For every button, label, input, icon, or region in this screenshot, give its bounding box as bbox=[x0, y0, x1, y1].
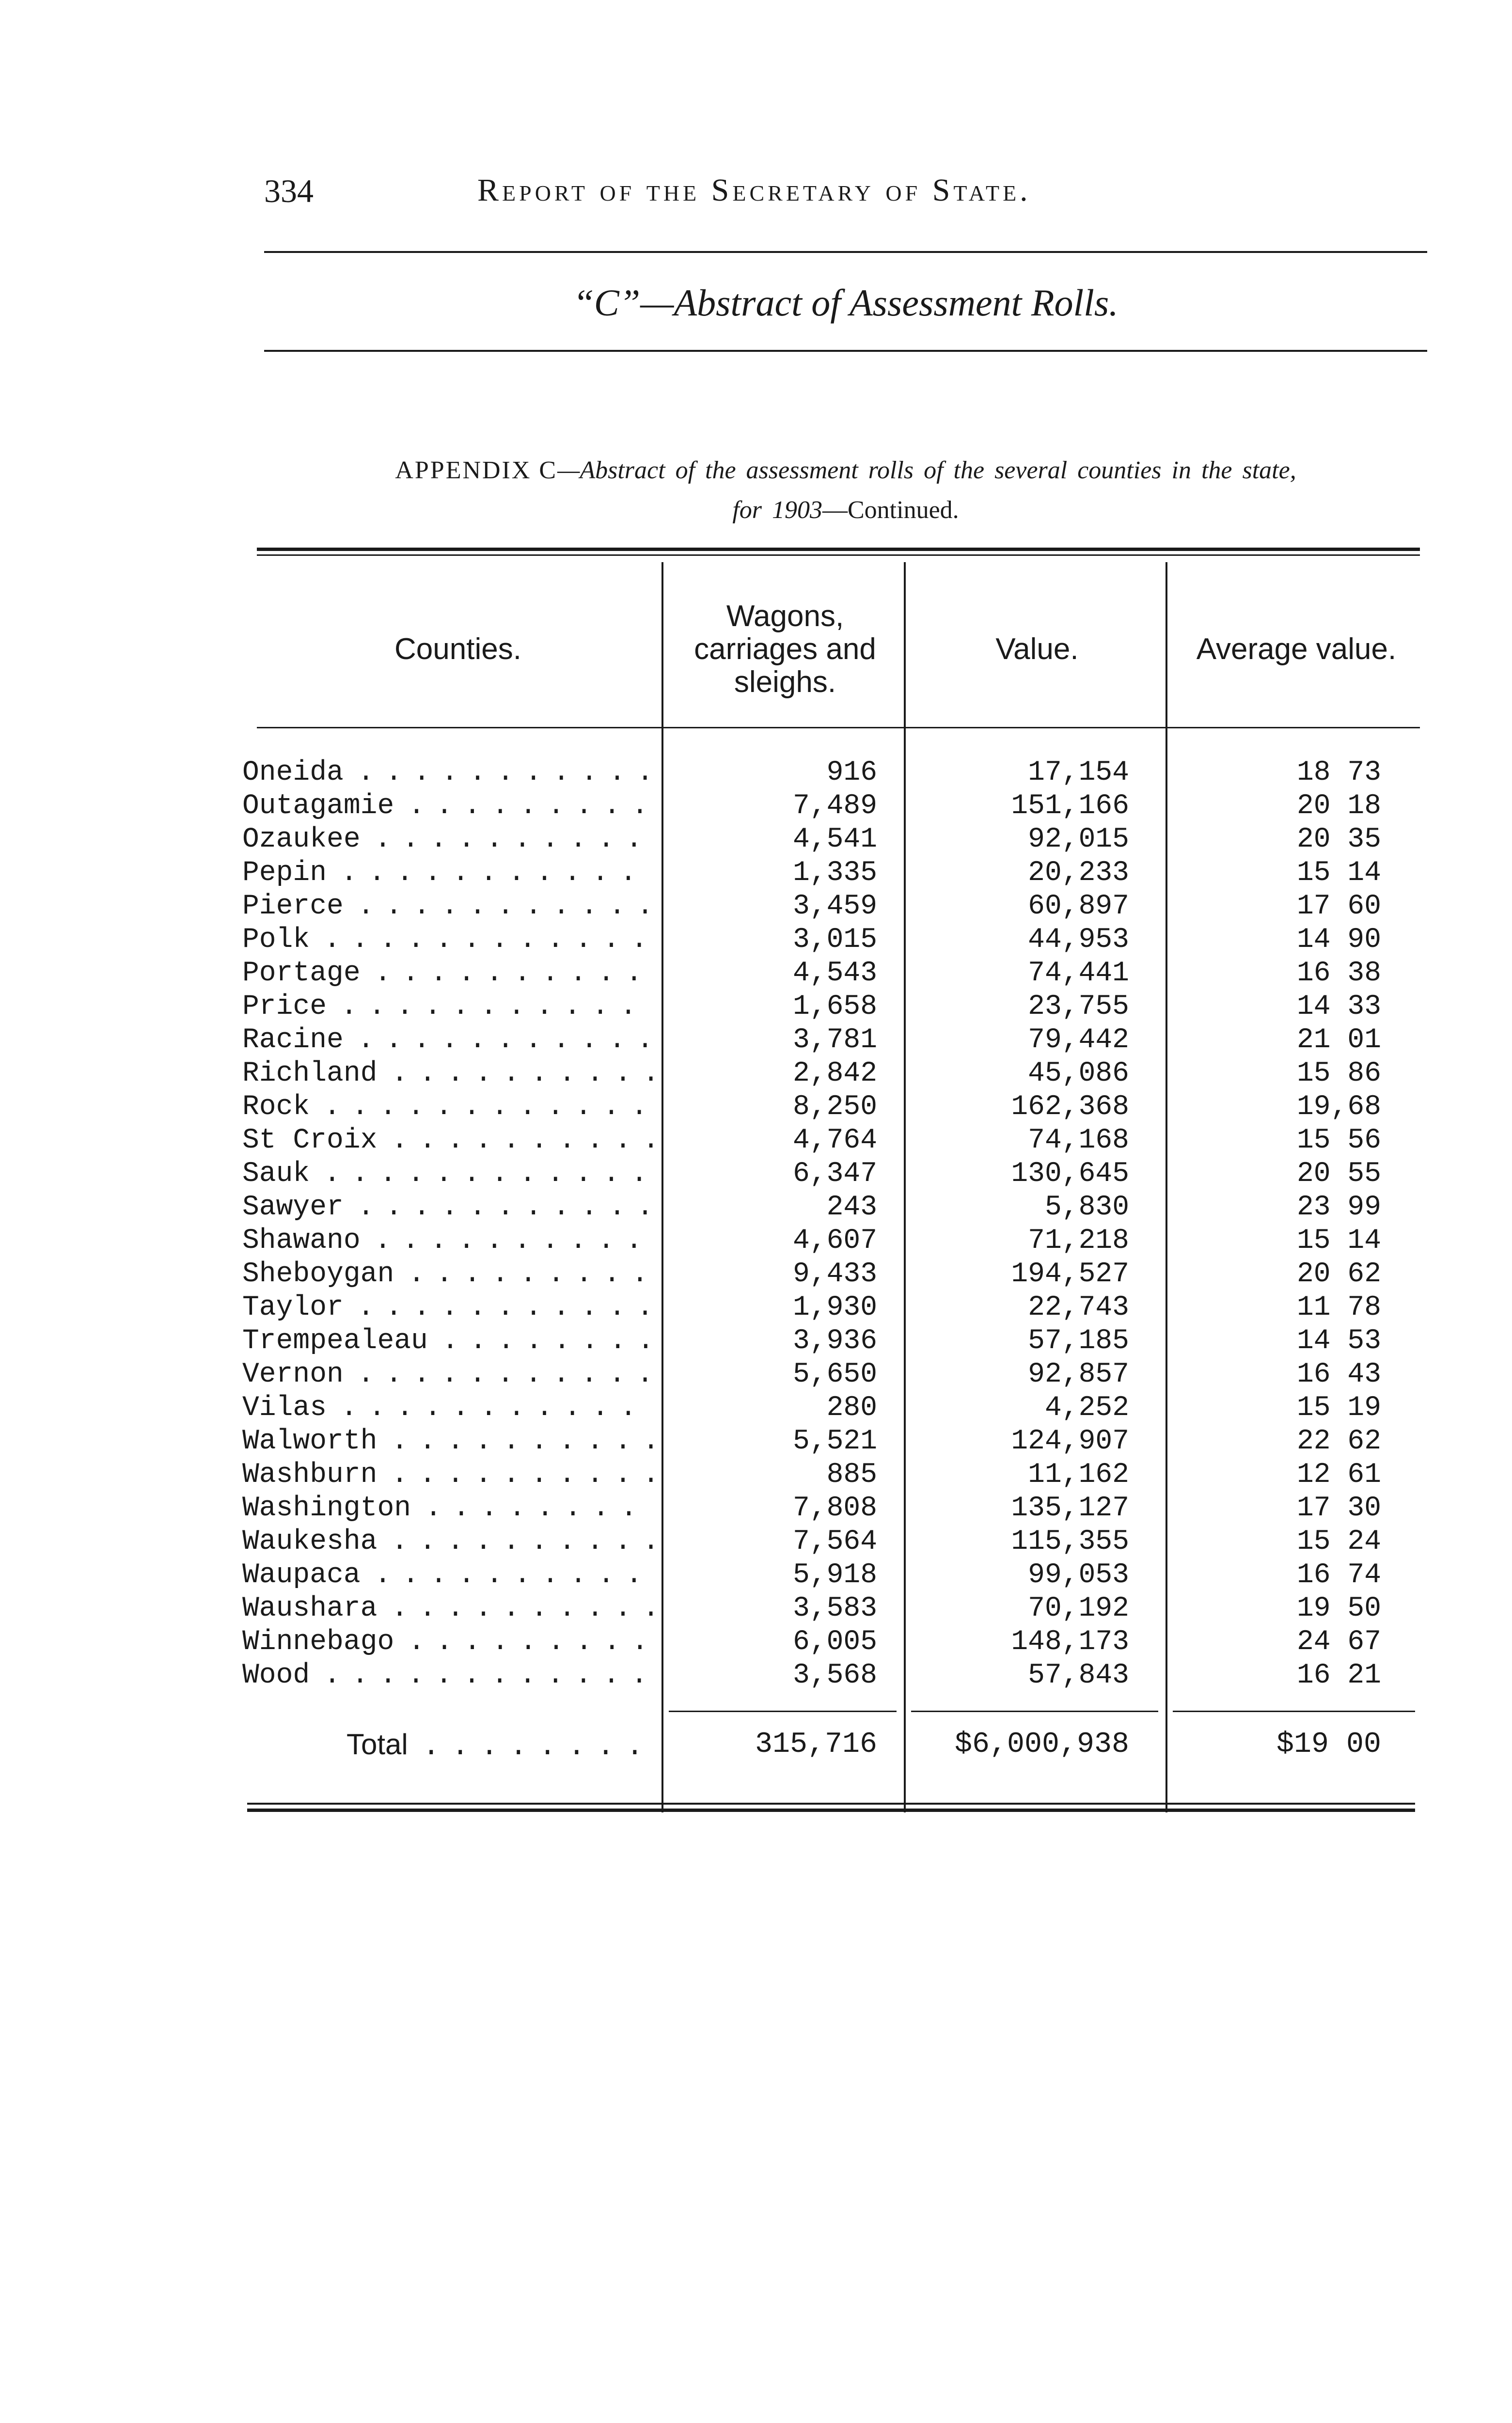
wagons-value: 70,192 bbox=[1028, 1593, 1129, 1624]
wagons-value: 148,173 bbox=[1011, 1626, 1129, 1658]
average-value: 15 24 bbox=[1296, 1526, 1381, 1558]
wagons-count: 7,489 bbox=[792, 790, 877, 822]
assessment-table bbox=[242, 548, 1415, 1827]
total-value: $6,000,938 bbox=[954, 1728, 1129, 1761]
caption-text: —Abstract of the assessment rolls of the several counties in the state, bbox=[557, 456, 1296, 484]
average-value: 19 50 bbox=[1296, 1593, 1381, 1624]
header-rule-bottom bbox=[264, 350, 1427, 352]
wagons-value: 44,953 bbox=[1028, 924, 1129, 956]
county-name: Pepin . . . bbox=[242, 856, 654, 890]
county-name: Shawano . . . bbox=[242, 1224, 654, 1258]
county-name: Polk . . . bbox=[242, 923, 654, 957]
table-row bbox=[242, 856, 1415, 890]
table-row bbox=[242, 1525, 1415, 1558]
wagons-count: 2,842 bbox=[792, 1058, 877, 1089]
wagons-count: 7,564 bbox=[792, 1526, 877, 1558]
county-name: Washburn . . . bbox=[242, 1458, 654, 1492]
wagons-value: 22,743 bbox=[1028, 1292, 1129, 1323]
county-name: Richland . . . bbox=[242, 1057, 654, 1090]
wagons-value: 11,162 bbox=[1028, 1459, 1129, 1491]
average-value: 21 01 bbox=[1296, 1024, 1381, 1056]
table-row bbox=[242, 957, 1415, 990]
wagons-count: 9,433 bbox=[792, 1259, 877, 1290]
wagons-count: 6,005 bbox=[792, 1626, 877, 1658]
header-wagons: Wagons, carriages and sleighs. bbox=[694, 599, 876, 699]
wagons-value: 79,442 bbox=[1028, 1024, 1129, 1056]
table-row bbox=[242, 1558, 1415, 1592]
county-name: Sheboygan . . . bbox=[242, 1258, 654, 1291]
table-row bbox=[242, 890, 1415, 923]
table-row bbox=[242, 1023, 1415, 1057]
county-name: Sawyer . . . bbox=[242, 1191, 654, 1224]
table-row bbox=[242, 1191, 1415, 1224]
table-row bbox=[242, 1425, 1415, 1458]
total-rule-value bbox=[911, 1711, 1158, 1712]
average-value: 20 55 bbox=[1296, 1158, 1381, 1190]
wagons-value: 71,218 bbox=[1028, 1225, 1129, 1257]
wagons-count: 4,543 bbox=[792, 958, 877, 989]
page-number: 334 bbox=[264, 173, 314, 209]
table-row bbox=[242, 1157, 1415, 1191]
table-row bbox=[242, 1090, 1415, 1124]
average-value: 15 14 bbox=[1296, 857, 1381, 889]
wagons-count: 3,936 bbox=[792, 1325, 877, 1357]
wagons-value: 92,015 bbox=[1028, 824, 1129, 855]
wagons-count: 7,808 bbox=[792, 1493, 877, 1524]
wagons-count: 3,781 bbox=[792, 1024, 877, 1056]
table-row bbox=[242, 1124, 1415, 1157]
table-row bbox=[242, 1625, 1415, 1659]
average-value: 16 74 bbox=[1296, 1559, 1381, 1591]
total-average: $19 00 bbox=[1276, 1728, 1381, 1761]
wagons-count: 4,607 bbox=[792, 1225, 877, 1257]
table-row bbox=[242, 1659, 1415, 1692]
wagons-value: 99,053 bbox=[1028, 1559, 1129, 1591]
section-title: “C”—Abstract of Assessment Rolls. bbox=[573, 282, 1118, 324]
wagons-count: 5,918 bbox=[792, 1559, 877, 1591]
table-row bbox=[242, 1324, 1415, 1358]
county-name: Vilas . . . bbox=[242, 1391, 654, 1425]
table-row bbox=[242, 1492, 1415, 1525]
average-value: 14 90 bbox=[1296, 924, 1381, 956]
table-row bbox=[242, 1358, 1415, 1391]
wagons-value: 130,645 bbox=[1011, 1158, 1129, 1190]
county-name: Winnebago . . . bbox=[242, 1625, 654, 1659]
total-rule-average bbox=[1173, 1711, 1415, 1712]
wagons-value: 45,086 bbox=[1028, 1058, 1129, 1089]
average-value: 14 33 bbox=[1296, 991, 1381, 1023]
average-value: 16 21 bbox=[1296, 1660, 1381, 1691]
wagons-value: 124,907 bbox=[1011, 1426, 1129, 1457]
table-row bbox=[242, 1391, 1415, 1425]
average-value: 24 67 bbox=[1296, 1626, 1381, 1658]
county-name: Waukesha . . . bbox=[242, 1525, 654, 1558]
wagons-value: 74,168 bbox=[1028, 1125, 1129, 1156]
county-name: Waupaca . . . bbox=[242, 1558, 654, 1592]
wagons-count: 3,459 bbox=[792, 891, 877, 922]
wagons-count: 1,658 bbox=[792, 991, 877, 1023]
table-row bbox=[242, 1057, 1415, 1090]
average-value: 18 73 bbox=[1296, 757, 1381, 788]
wagons-count: 3,568 bbox=[792, 1660, 877, 1691]
table-caption bbox=[264, 451, 1427, 530]
table-row bbox=[242, 923, 1415, 957]
wagons-value: 162,368 bbox=[1011, 1091, 1129, 1123]
wagons-count: 4,541 bbox=[792, 824, 877, 855]
wagons-count: 4,764 bbox=[792, 1125, 877, 1156]
wagons-value: 135,127 bbox=[1011, 1493, 1129, 1524]
table-top-rule-thin bbox=[257, 554, 1420, 556]
wagons-value: 115,355 bbox=[1011, 1526, 1129, 1558]
wagons-value: 57,185 bbox=[1028, 1325, 1129, 1357]
table-row bbox=[242, 1291, 1415, 1324]
county-name: Portage . . . bbox=[242, 957, 654, 990]
header-average: Average value. bbox=[1196, 632, 1397, 666]
county-name: St Croix . . . bbox=[242, 1124, 654, 1157]
average-value: 23 99 bbox=[1296, 1192, 1381, 1223]
table-row bbox=[242, 1592, 1415, 1625]
county-name: Washington . . . bbox=[242, 1492, 654, 1525]
wagons-count: 3,583 bbox=[792, 1593, 877, 1624]
wagons-value: 17,154 bbox=[1028, 757, 1129, 788]
total-wagons: 315,716 bbox=[755, 1728, 877, 1761]
wagons-value: 5,830 bbox=[1044, 1192, 1129, 1223]
county-name: Vernon . . . bbox=[242, 1358, 654, 1391]
average-value: 15 19 bbox=[1296, 1392, 1381, 1424]
average-value: 20 62 bbox=[1296, 1259, 1381, 1290]
table-row bbox=[242, 756, 1415, 789]
total-row bbox=[242, 1725, 1415, 1764]
wagons-value: 151,166 bbox=[1011, 790, 1129, 822]
average-value: 15 56 bbox=[1296, 1125, 1381, 1156]
wagons-count: 6,347 bbox=[792, 1158, 877, 1190]
wagons-count: 280 bbox=[826, 1392, 877, 1424]
average-value: 22 62 bbox=[1296, 1426, 1381, 1457]
average-value: 16 43 bbox=[1296, 1359, 1381, 1390]
table-top-rule bbox=[257, 548, 1420, 551]
county-name: Outagamie . . . bbox=[242, 789, 654, 823]
wagons-value: 74,441 bbox=[1028, 958, 1129, 989]
table-row bbox=[242, 1458, 1415, 1492]
wagons-count: 5,650 bbox=[792, 1359, 877, 1390]
table-row bbox=[242, 823, 1415, 856]
table-bottom-rule bbox=[247, 1803, 1415, 1805]
wagons-count: 3,015 bbox=[792, 924, 877, 956]
wagons-value: 4,252 bbox=[1044, 1392, 1129, 1424]
county-name: Price . . . bbox=[242, 990, 654, 1023]
county-name: Wood . . . bbox=[242, 1659, 654, 1692]
caption-year: for 1903 bbox=[732, 496, 822, 524]
average-value: 20 35 bbox=[1296, 824, 1381, 855]
wagons-count: 1,930 bbox=[792, 1292, 877, 1323]
average-value: 19,68 bbox=[1296, 1091, 1381, 1123]
wagons-count: 885 bbox=[826, 1459, 877, 1491]
table-row bbox=[242, 789, 1415, 823]
average-value: 15 86 bbox=[1296, 1058, 1381, 1089]
caption-continued: —Continued. bbox=[822, 496, 959, 524]
wagons-value: 23,755 bbox=[1028, 991, 1129, 1023]
wagons-count: 243 bbox=[826, 1192, 877, 1223]
average-value: 20 18 bbox=[1296, 790, 1381, 822]
county-name: Walworth . . . bbox=[242, 1425, 654, 1458]
county-name: Waushara . . . bbox=[242, 1592, 654, 1625]
header-counties: Counties. bbox=[394, 632, 521, 666]
total-rule-wagons bbox=[669, 1711, 897, 1712]
header-separator bbox=[257, 727, 1420, 728]
average-value: 16 38 bbox=[1296, 958, 1381, 989]
wagons-value: 92,857 bbox=[1028, 1359, 1129, 1390]
county-name: Oneida . . . bbox=[242, 756, 654, 789]
wagons-count: 1,335 bbox=[792, 857, 877, 889]
county-name: Racine . . . bbox=[242, 1023, 654, 1057]
total-label: Total . . . bbox=[346, 1725, 657, 1766]
wagons-value: 194,527 bbox=[1011, 1259, 1129, 1290]
wagons-value: 20,233 bbox=[1028, 857, 1129, 889]
wagons-value: 57,843 bbox=[1028, 1660, 1129, 1691]
average-value: 11 78 bbox=[1296, 1292, 1381, 1323]
header-value: Value. bbox=[995, 632, 1079, 666]
average-value: 17 60 bbox=[1296, 891, 1381, 922]
wagons-value: 60,897 bbox=[1028, 891, 1129, 922]
wagons-count: 916 bbox=[826, 757, 877, 788]
county-name: Trempealeau . . . bbox=[242, 1324, 654, 1358]
county-name: Pierce . . . bbox=[242, 890, 654, 923]
wagons-count: 5,521 bbox=[792, 1426, 877, 1457]
average-value: 17 30 bbox=[1296, 1493, 1381, 1524]
average-value: 15 14 bbox=[1296, 1225, 1381, 1257]
average-value: 14 53 bbox=[1296, 1325, 1381, 1357]
wagons-count: 8,250 bbox=[792, 1091, 877, 1123]
county-name: Rock . . . bbox=[242, 1090, 654, 1124]
table-row bbox=[242, 1258, 1415, 1291]
running-head bbox=[264, 172, 1427, 216]
table-row bbox=[242, 1224, 1415, 1258]
table-bottom-rule-thick bbox=[247, 1809, 1415, 1812]
header-rule-top bbox=[264, 251, 1427, 253]
table-row bbox=[242, 990, 1415, 1023]
county-name: Ozaukee . . . bbox=[242, 823, 654, 856]
average-value: 12 61 bbox=[1296, 1459, 1381, 1491]
county-name: Sauk . . . bbox=[242, 1157, 654, 1191]
caption-lead: APPENDIX C bbox=[395, 456, 558, 484]
county-name: Taylor . . . bbox=[242, 1291, 654, 1324]
running-title: Report of the Secretary of State. bbox=[477, 173, 1031, 208]
